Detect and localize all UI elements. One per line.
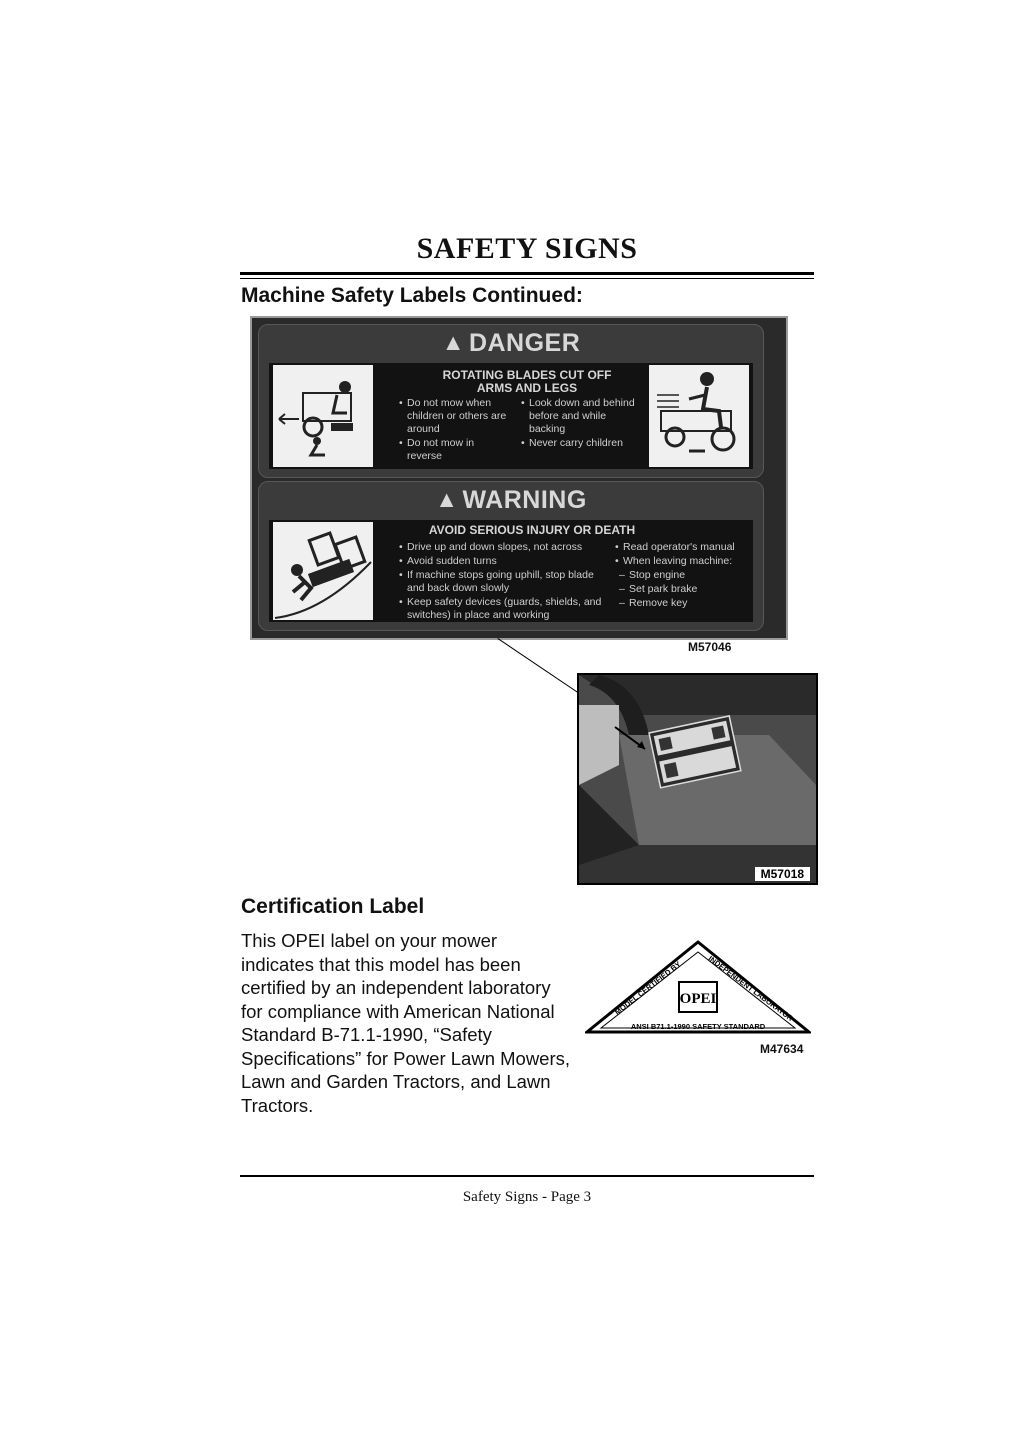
warning-left-item: • Avoid sudden turns bbox=[399, 555, 609, 568]
danger-left-item: • Do not mow when children or others are around bbox=[399, 397, 511, 436]
warning-right-item: • Read operator's manual bbox=[615, 541, 755, 554]
opei-left-text: MODEL CERTIFIED BY bbox=[612, 959, 683, 1017]
safety-decal-image bbox=[250, 316, 788, 640]
danger-right-item: • Never carry children bbox=[521, 437, 645, 450]
warning-left-item: • If machine stops going uphill, stop blade and back down slowly bbox=[399, 569, 609, 595]
page-footer: Safety Signs - Page 3 bbox=[462, 1189, 592, 1205]
opei-bottom-text: ANSI B71.1-1990 SAFETY STANDARD bbox=[630, 1022, 766, 1031]
title-rule-thick bbox=[240, 272, 814, 275]
certification-heading: Certification Label bbox=[241, 895, 425, 918]
certification-body: This OPEI label on your mower indicates that this model has been certified by an independent laboratory for compliance with American National Standard B-71.1-1990, “Safety Specifications” for Power Lawn Mowers, Lawn and Garden Tractors, and Lawn Tractors. bbox=[241, 930, 571, 1116]
opei-certification-label bbox=[585, 940, 811, 1036]
opei-right-text: INDEPENDENT LABORATOR bbox=[706, 953, 795, 1023]
warning-panel bbox=[258, 481, 764, 631]
warning-right-subitem: – Stop engine bbox=[615, 569, 755, 582]
mower-rollover-icon bbox=[273, 522, 373, 620]
warning-right-subitem: – Set park brake bbox=[615, 583, 755, 596]
footer-rule bbox=[240, 1175, 814, 1177]
machine-labels-heading: Machine Safety Labels Continued: bbox=[241, 284, 583, 307]
opei-logo: OPEI bbox=[679, 991, 717, 1007]
mower-backing-child-icon bbox=[273, 365, 373, 467]
warning-right-subitem: – Remove key bbox=[615, 597, 755, 610]
danger-subheading-line2: ARMS AND LEGS bbox=[476, 381, 578, 395]
warning-subheading: AVOID SERIOUS INJURY OR DEATH bbox=[428, 523, 636, 537]
label-location-photo bbox=[577, 673, 818, 885]
warning-triangle-icon: ▲ bbox=[435, 486, 459, 512]
warning-right-item: • When leaving machine: bbox=[615, 555, 755, 568]
warning-header: WARNING bbox=[462, 486, 587, 514]
danger-subheading-line1: ROTATING BLADES CUT OFF bbox=[442, 368, 612, 382]
photo-code: M57018 bbox=[755, 867, 810, 881]
page-title: SAFETY SIGNS bbox=[416, 232, 638, 265]
warning-left-item: • Keep safety devices (guards, shields, and switches) in place and working bbox=[399, 596, 609, 622]
opei-code: M47634 bbox=[760, 1042, 804, 1056]
danger-triangle-icon: ▲ bbox=[441, 329, 465, 355]
decal-code: M57046 bbox=[688, 640, 732, 654]
danger-header: DANGER bbox=[468, 329, 581, 357]
warning-left-item: • Drive up and down slopes, not across bbox=[399, 541, 609, 554]
mower-rider-icon bbox=[649, 365, 749, 467]
title-rule-thin bbox=[240, 278, 814, 279]
danger-panel bbox=[258, 324, 764, 478]
danger-left-item: • Do not mow in reverse bbox=[399, 437, 511, 463]
mower-deck-photo bbox=[579, 675, 816, 883]
danger-right-item: • Look down and behind before and while backing bbox=[521, 397, 645, 436]
